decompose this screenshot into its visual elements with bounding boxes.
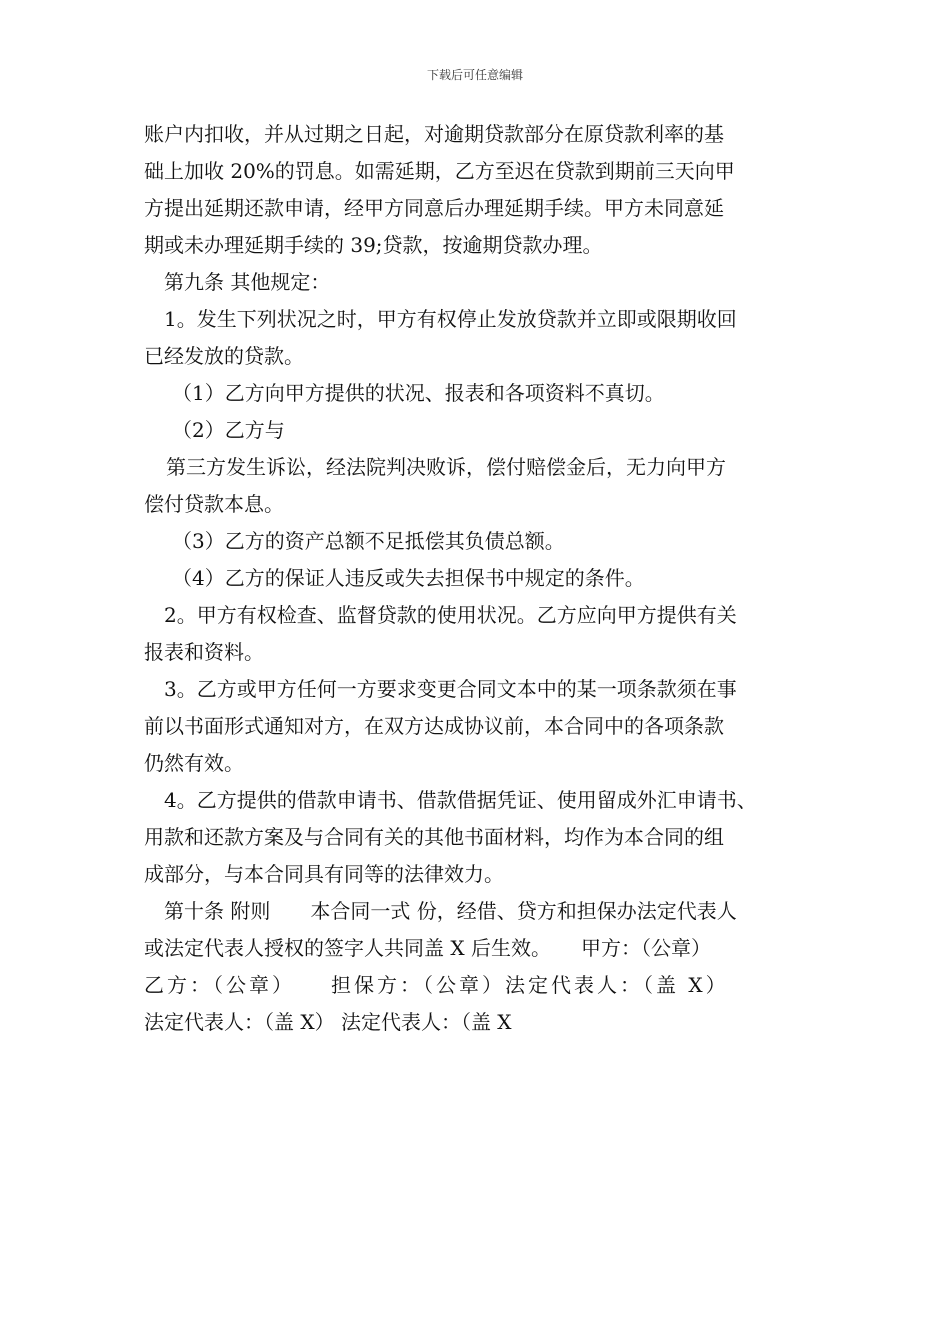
clause-1: 1。发生下列状况之时，甲方有权停止发放贷款并立即或限期收回 (164, 307, 737, 331)
sub-clause-2: （2）乙方与 (172, 418, 285, 442)
body-line: 用款和还款方案及与合同有关的其他书面材料，均作为本合同的组 (144, 825, 724, 849)
clause-3: 3。乙方或甲方任何一方要求变更合同文本中的某一项条款须在事 (164, 677, 737, 701)
body-line: 期或未办理延期手续的 39;贷款，按逾期贷款办理。 (144, 233, 603, 257)
document-body (144, 116, 814, 1041)
body-line: 或法定代表人授权的签字人共同盖 X 后生效。 甲方：（公章） (144, 936, 711, 960)
signature-line: 乙方：（公章） 担保方：（公章）法定代表人：（盖 X） (144, 973, 729, 997)
body-line: 础上加收 20%的罚息。如需延期，乙方至迟在贷款到期前三天向甲 (144, 159, 735, 183)
body-line: 报表和资料。 (144, 640, 264, 664)
page-header-note: 下载后可任意编辑 (426, 68, 523, 82)
body-line: 仍然有效。 (144, 751, 244, 775)
body-line: 成部分，与本合同具有同等的法律效力。 (144, 862, 504, 886)
sub-clause-3: （3）乙方的资产总额不足抵偿其负债总额。 (172, 529, 565, 553)
body-line: 偿付贷款本息。 (144, 492, 284, 516)
clause-4: 4。乙方提供的借款申请书、借款借据凭证、使用留成外汇申请书、 (164, 788, 757, 812)
body-line: 方提出延期还款申请，经甲方同意后办理延期手续。甲方未同意延 (144, 196, 724, 220)
sub-clause-4: （4）乙方的保证人违反或失去担保书中规定的条件。 (172, 566, 645, 590)
body-line: 已经发放的贷款。 (144, 344, 304, 368)
sub-clause-1: （1）乙方向甲方提供的状况、报表和各项资料不真切。 (172, 381, 665, 405)
body-line: 第三方发生诉讼，经法院判决败诉，偿付赔偿金后，无力向甲方 (166, 455, 726, 479)
body-line: 前以书面形式通知对方，在双方达成协议前，本合同中的各项条款 (144, 714, 724, 738)
article-heading-9: 第九条 其他规定： (164, 270, 331, 294)
body-line: 账户内扣收，并从过期之日起，对逾期贷款部分在原贷款利率的基 (144, 122, 724, 146)
clause-2: 2。甲方有权检查、监督贷款的使用状况。乙方应向甲方提供有关 (164, 603, 737, 627)
signature-line: 法定代表人：（盖 X） 法定代表人：（盖 X (144, 1010, 512, 1034)
article-heading-10: 第十条 附则 本合同一式 份，经借、贷方和担保办法定代表人 (164, 899, 737, 923)
